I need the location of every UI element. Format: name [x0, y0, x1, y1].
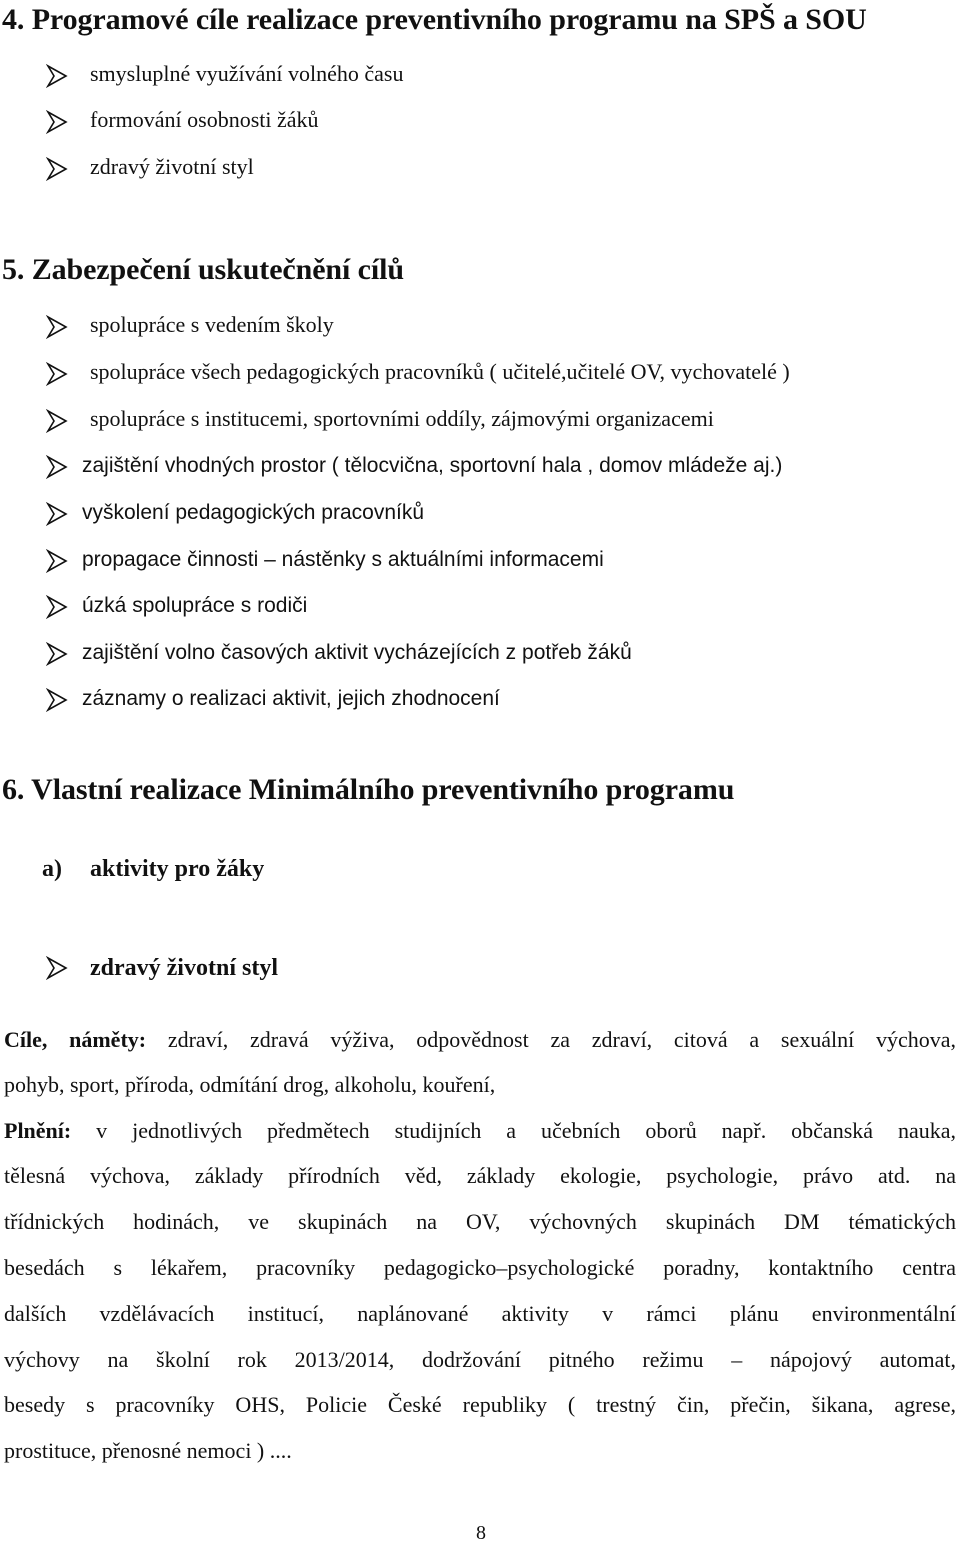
arrow-bullet-icon: [46, 502, 68, 526]
fulfil-line: besedách s lékařem, pracovníky pedagogicko–psychologické poradny, kontaktního centra: [4, 1255, 956, 1280]
fulfil-line: tělesná výchova, základy přírodních věd, základy ekologie, psychologie, právo atd. na: [4, 1163, 956, 1188]
fulfil-line: besedy s pracovníky OHS, Policie České republiky ( trestný čin, přečin, šikana, agrese,: [4, 1392, 956, 1417]
section-4-heading: 4. Programové cíle realizace preventivního programu na SPŠ a SOU: [2, 3, 867, 36]
arrow-bullet-icon: [46, 688, 68, 712]
arrow-bullet-icon: [46, 455, 68, 479]
fulfil-line: Plnění: v jednotlivých předmětech studijních a učebních oborů např. občanská nauka,: [4, 1118, 956, 1143]
goal-item: zdravý životní styl: [90, 154, 254, 179]
support-item: zajištění vhodných prostor ( tělocvična, sportovní hala , domov mládeže aj.): [82, 454, 783, 477]
topic-title: zdravý životní styl: [90, 955, 278, 981]
fulfil-line: třídnických hodinách, ve skupinách na OV, výchovných skupinách DM tématických: [4, 1209, 956, 1234]
goals-line: pohyb, sport, příroda, odmítání drog, alkoholu, kouření,: [4, 1072, 496, 1097]
arrow-bullet-icon: [46, 157, 68, 181]
fulfil-label: Plnění:: [4, 1118, 72, 1143]
arrow-bullet-icon: [46, 64, 68, 88]
goal-item: smysluplné využívání volného času: [90, 61, 404, 86]
arrow-bullet-icon: [46, 362, 68, 386]
section-6-heading: 6. Vlastní realizace Minimálního preventivního programu: [2, 773, 735, 806]
arrow-bullet-icon: [46, 642, 68, 666]
arrow-bullet-icon: [46, 409, 68, 433]
support-item: propagace činnosti – nástěnky s aktuálními informacemi: [82, 548, 604, 571]
fulfil-line: dalších vzdělávacích institucí, naplánované aktivity v rámci plánu environmentální: [4, 1301, 956, 1326]
goals-line: Cíle, náměty: zdraví, zdravá výživa, odpovědnost za zdraví, citová a sexuální výchova,: [4, 1027, 956, 1052]
arrow-bullet-icon: [46, 549, 68, 573]
arrow-bullet-icon: [46, 110, 68, 134]
support-item: záznamy o realizaci aktivit, jejich zhodnocení: [82, 687, 500, 710]
support-item: zajištění volno časových aktivit vycházejících z potřeb žáků: [82, 641, 632, 664]
fulfil-line: výchovy na školní rok 2013/2014, dodržování pitného režimu – nápojový automat,: [4, 1347, 956, 1372]
arrow-bullet-icon: [46, 956, 68, 980]
arrow-bullet-icon: [46, 595, 68, 619]
fulfil-line: prostituce, přenosné nemoci ) ....: [4, 1438, 292, 1463]
page-number: 8: [476, 1522, 486, 1544]
support-item: úzká spolupráce s rodiči: [82, 594, 308, 617]
support-item: spolupráce s vedením školy: [90, 312, 334, 337]
arrow-bullet-icon: [46, 315, 68, 339]
subheading-text: aktivity pro žáky: [90, 856, 265, 882]
section-5-heading: 5. Zabezpečení uskutečnění cílů: [2, 253, 404, 286]
goals-label: Cíle, náměty:: [4, 1027, 147, 1052]
subheading-marker: a): [42, 856, 62, 882]
goal-item: formování osobnosti žáků: [90, 107, 319, 132]
support-item: spolupráce všech pedagogických pracovníků ( učitelé,učitelé OV, vychovatelé ): [90, 359, 790, 384]
support-item: spolupráce s institucemi, sportovními oddíly, zájmovými organizacemi: [90, 406, 714, 431]
support-item: vyškolení pedagogických pracovníků: [82, 501, 425, 524]
